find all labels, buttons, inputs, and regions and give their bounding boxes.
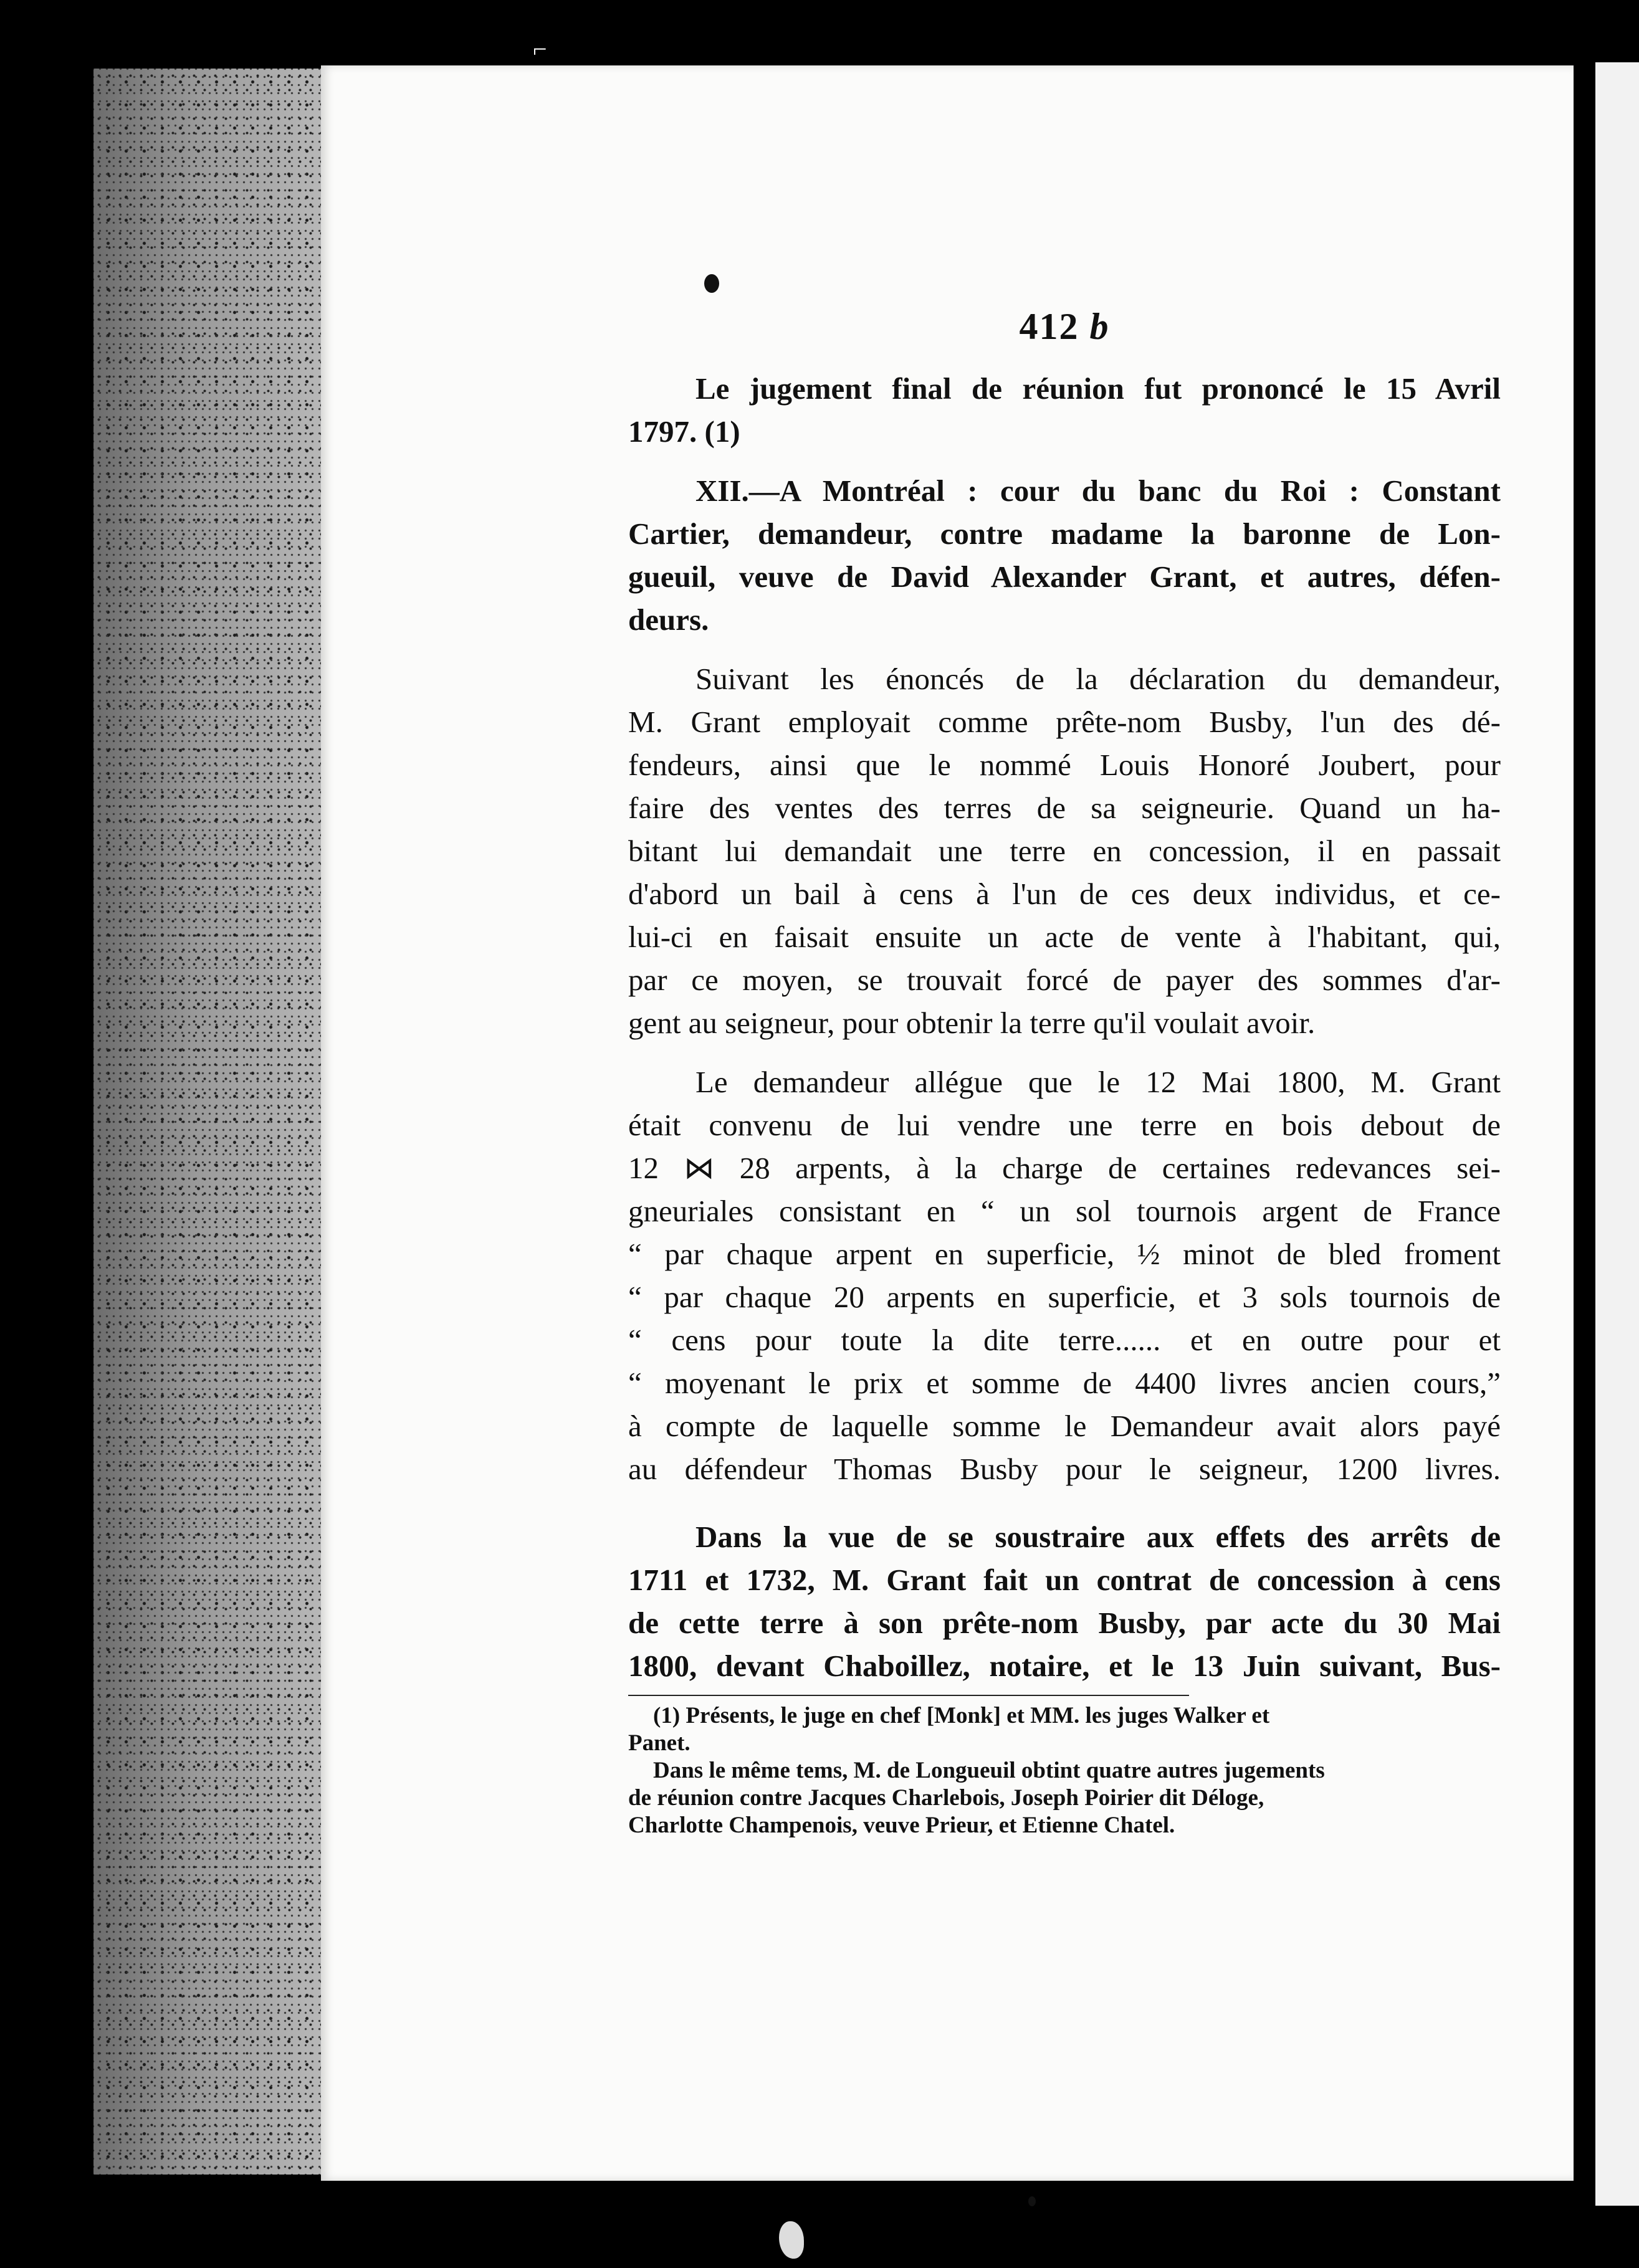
book-page-edge [93, 69, 324, 2175]
paragraph-3-line: lui-ci en faisait ensuite un acte de vente à l'habitant, qui, [628, 920, 1501, 954]
paragraph-4-line: “ par chaque arpent en superficie, ½ minot de bled froment [628, 1237, 1501, 1271]
paragraph-5-line: Dans la vue de se soustraire aux effets des arrêts de [695, 1520, 1501, 1554]
page-number-value: 412 [1019, 306, 1079, 347]
paragraph-2-line-4: deurs. [628, 603, 709, 637]
ink-blot [704, 274, 719, 293]
paragraph-4-line: “ cens pour toute la dite terre...... et en outre pour et [628, 1323, 1501, 1357]
paragraph-4-line: à compte de laquelle somme le Demandeur avait alors payé [628, 1409, 1501, 1443]
paragraph-1-line-2: 1797. (1) [628, 414, 740, 449]
paragraph-3-line: faire des ventes des terres de sa seigneurie. Quand un ha- [628, 791, 1501, 825]
paragraph-5-line: de cette terre à son prête-nom Busby, par acte du 30 Mai [628, 1606, 1501, 1640]
paragraph-5-line: 1711 et 1732, M. Grant fait un contrat de concession à cens [628, 1563, 1501, 1597]
paragraph-2-line-3: gueuil, veuve de David Alexander Grant, et autres, défen- [628, 560, 1501, 594]
scan-mark: ⌐ [533, 35, 547, 63]
paragraph-3-line: fendeurs, ainsi que le nommé Louis Honoré Joubert, pour [628, 748, 1501, 782]
paragraph-4-line: “ moyenant le prix et somme de 4400 livres ancien cours,” [628, 1366, 1501, 1400]
paragraph-2-line-2: Cartier, demandeur, contre madame la baronne de Lon- [628, 517, 1501, 551]
page-number-suffix: b [1089, 306, 1110, 347]
paragraph-3-line: bitant lui demandait une terre en concession, il en passait [628, 834, 1501, 868]
page-text [628, 305, 1501, 1839]
ink-speck [1028, 2196, 1036, 2206]
paragraph-4-line: au défendeur Thomas Busby pour le seigneur, 1200 livres. [628, 1452, 1501, 1486]
paragraph-3-line: M. Grant employait comme prête-nom Busby, l'un des dé- [628, 705, 1501, 739]
paragraph-4-line: Le demandeur allégue que le 12 Mai 1800, M. Grant [695, 1065, 1501, 1099]
section-heading: XII.—A Montréal : cour du banc du Roi : Constant [695, 474, 1501, 508]
paragraph-4-line: gneuriales consistant en “ un sol tournois argent de France [628, 1194, 1501, 1228]
footnote-1-line-2: Panet. [628, 1730, 690, 1756]
footnote-2-line: Dans le même tems, M. de Longueuil obtint quatre autres jugements [653, 1758, 1325, 1783]
page-number [628, 305, 1501, 348]
footnote-1-line-1: (1) Présents, le juge en chef [Monk] et MM. les juges Walker et [653, 1703, 1270, 1728]
paragraph-3-line: Suivant les énoncés de la déclaration du demandeur, [695, 662, 1501, 696]
footnote-2-line: de réunion contre Jacques Charlebois, Joseph Poirier dit Déloge, [628, 1785, 1264, 1811]
paragraph-3-line: gent au seigneur, pour obtenir la terre qu'il voulait avoir. [628, 1006, 1316, 1040]
paragraph-3-line: d'abord un bail à cens à l'un de ces deux individus, et ce- [628, 877, 1501, 911]
adjacent-page-strip [1595, 62, 1639, 2206]
paragraph-1-line-1: Le jugement final de réunion fut prononcé le 15 Avril [695, 371, 1501, 406]
paragraph-4-line: “ par chaque 20 arpents en superficie, et 3 sols tournois de [628, 1280, 1501, 1314]
paragraph-4-line: 12 ⋈ 28 arpents, à la charge de certaines redevances sei- [628, 1151, 1501, 1185]
footnote-2-line: Charlotte Champenois, veuve Prieur, et Etienne Chatel. [628, 1813, 1175, 1838]
paragraph-3-line: par ce moyen, se trouvait forcé de payer des sommes d'ar- [628, 963, 1501, 997]
paragraph-5-line: 1800, devant Chaboillez, notaire, et le 13 Juin suivant, Bus- [628, 1649, 1501, 1683]
footnote-rule [628, 1695, 1189, 1696]
paragraph-4-line: était convenu de lui vendre une terre en bois debout de [628, 1108, 1501, 1142]
